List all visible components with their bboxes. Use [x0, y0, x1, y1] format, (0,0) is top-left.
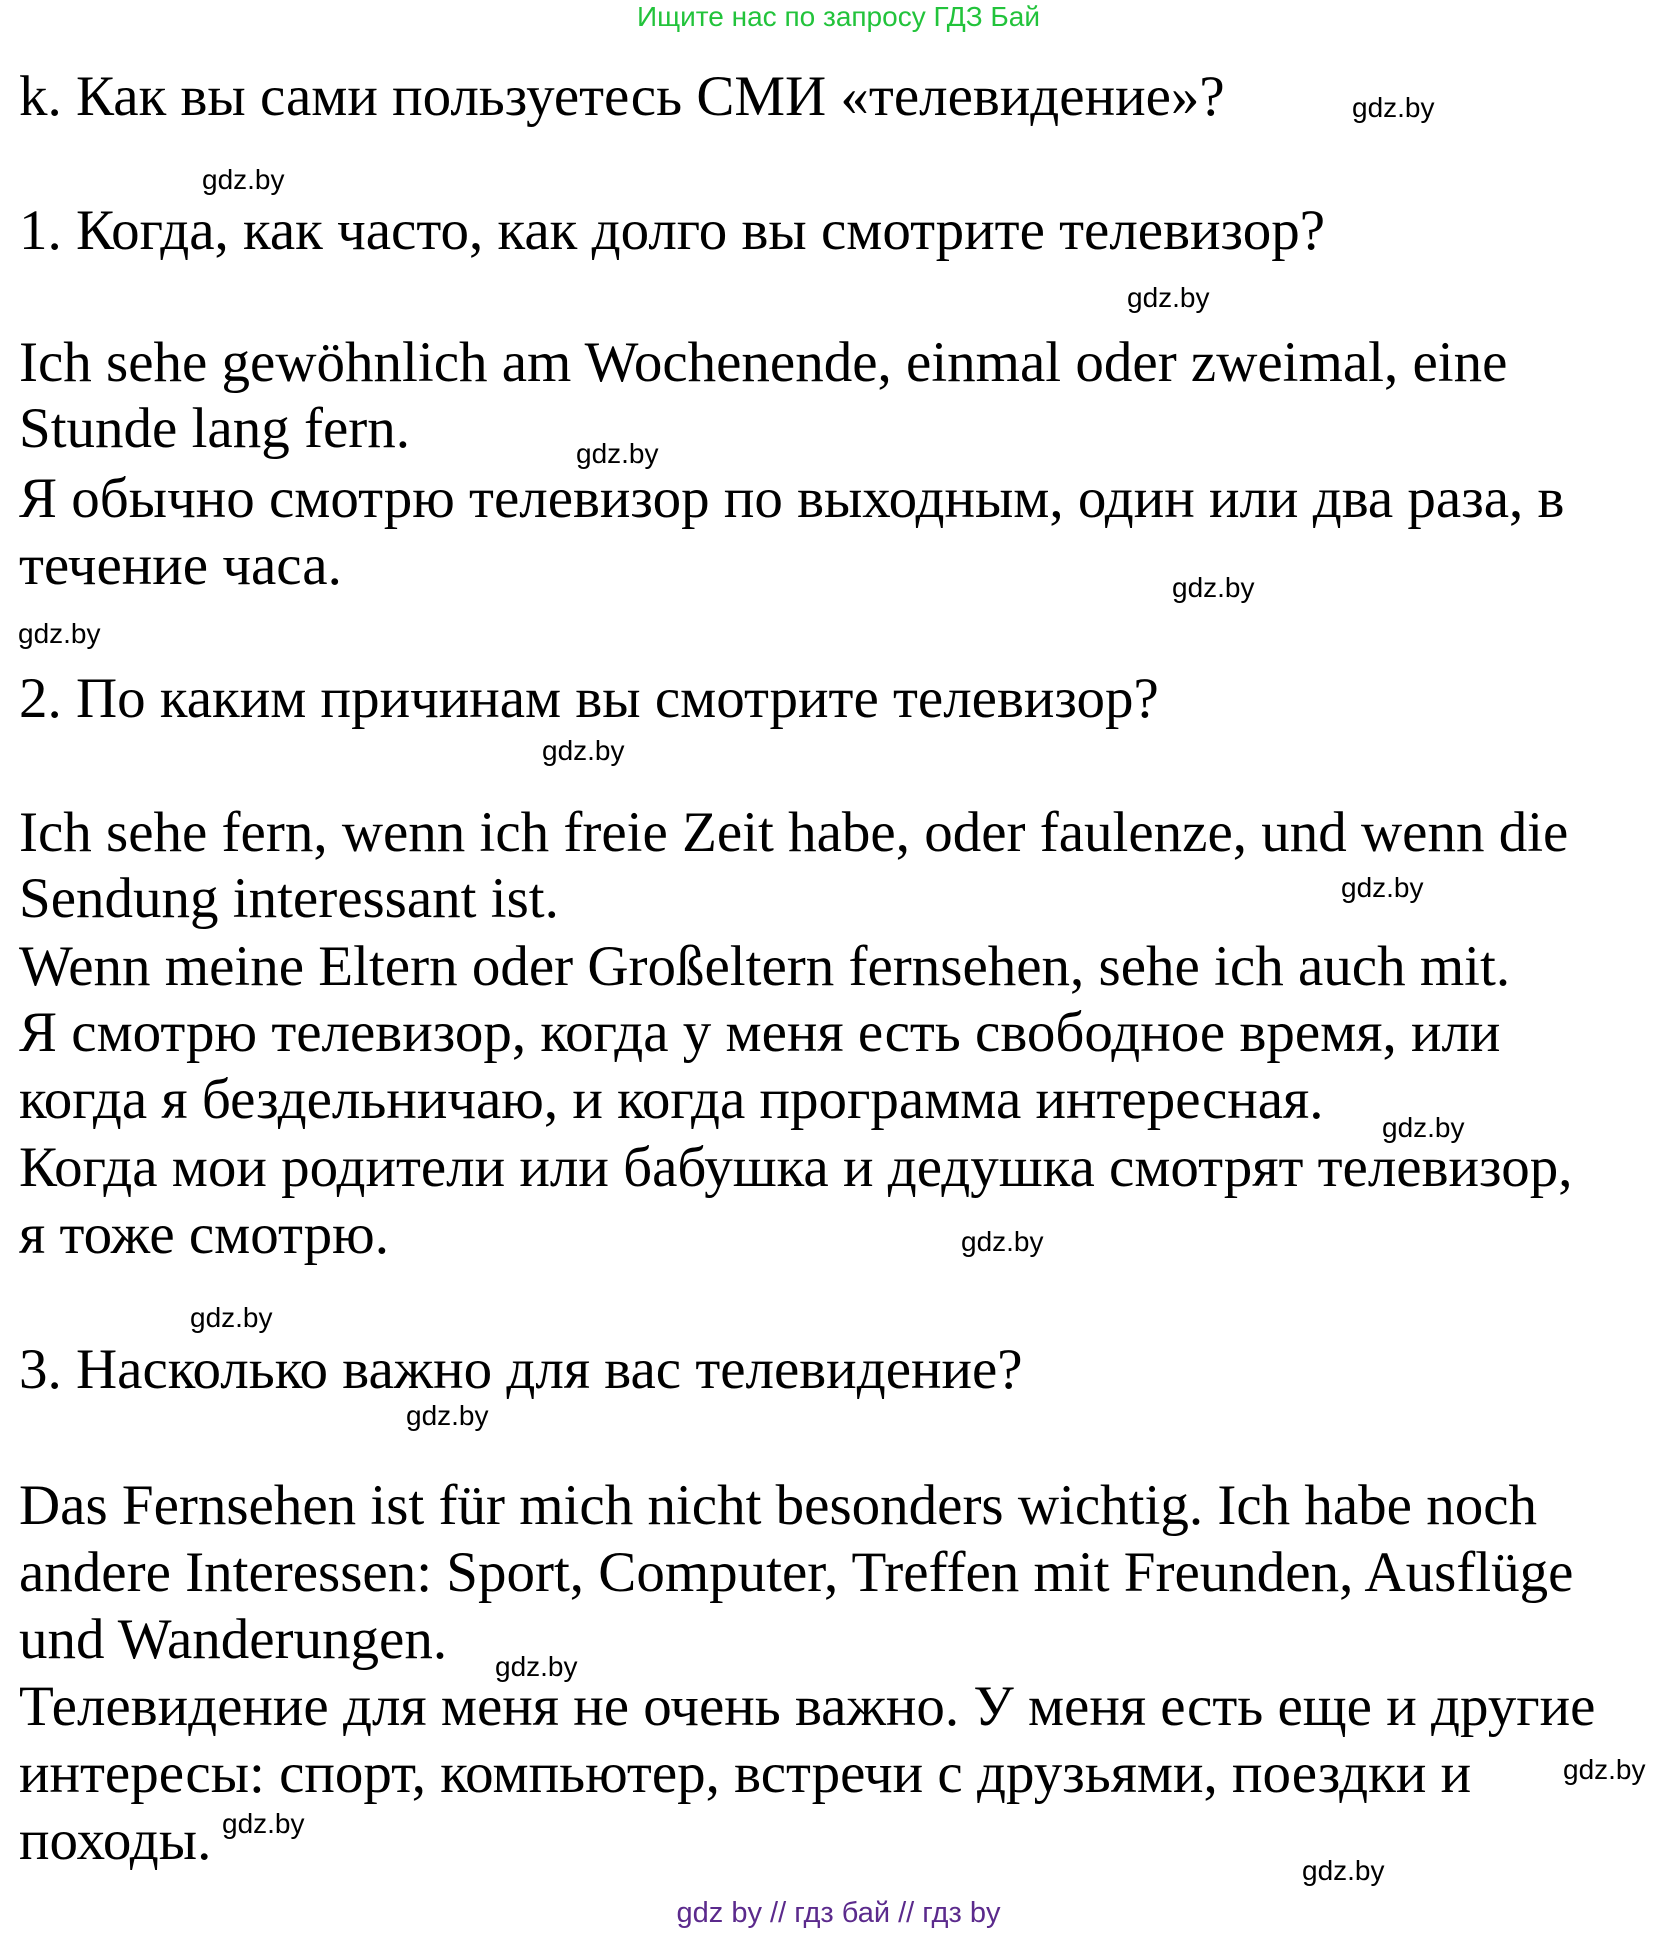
- watermark: gdz.by: [18, 618, 101, 649]
- watermark: gdz.by: [1341, 872, 1424, 903]
- watermark: gdz.by: [1382, 1112, 1465, 1143]
- answer-3-de-line-2: andere Interessen: Sport, Computer, Treffen mit Freunden, Ausflüge: [19, 1541, 1574, 1604]
- answer-1-ru-line-1: Я обычно смотрю телевизор по выходным, один или два раза, в: [19, 467, 1565, 530]
- question-3: 3. Насколько важно для вас телевидение?: [19, 1338, 1023, 1401]
- watermark: gdz.by: [495, 1651, 578, 1682]
- answer-2-ru-line-2: когда я бездельничаю, и когда программа интересная.: [19, 1068, 1324, 1131]
- watermark: gdz.by: [1172, 572, 1255, 603]
- answer-3-ru-line-2: интересы: спорт, компьютер, встречи с друзьями, поездки и: [19, 1742, 1472, 1805]
- watermark: gdz.by: [406, 1400, 489, 1431]
- question-2: 2. По каким причинам вы смотрите телевизор?: [19, 667, 1159, 730]
- watermark: gdz.by: [961, 1226, 1044, 1257]
- answer-1-de-line-2: Stunde lang fern.: [19, 397, 410, 460]
- answer-2-ru-line-3: Когда мои родители или бабушка и дедушка смотрят телевизор,: [19, 1136, 1573, 1199]
- watermark: gdz.by: [1302, 1855, 1385, 1886]
- answer-2-de-line-3: Wenn meine Eltern oder Großeltern fernsehen, sehe ich auch mit.: [19, 935, 1511, 998]
- answer-1-ru-line-2: течение часа.: [19, 534, 342, 597]
- top-banner: Ищите нас по запросу ГДЗ Бай: [636, 1, 1041, 32]
- answer-3-de-line-3: und Wanderungen.: [19, 1608, 448, 1671]
- answer-3-ru-line-3: походы.: [19, 1809, 212, 1872]
- watermark: gdz.by: [202, 164, 285, 195]
- question-1: 1. Когда, как часто, как долго вы смотрите телевизор?: [19, 199, 1325, 262]
- watermark: gdz.by: [576, 438, 659, 469]
- answer-2-de-line-2: Sendung interessant ist.: [19, 867, 559, 930]
- watermark: gdz.by: [1127, 282, 1210, 313]
- watermark: gdz.by: [190, 1302, 273, 1333]
- answer-3-de-line-1: Das Fernsehen ist für mich nicht besonders wichtig. Ich habe noch: [19, 1474, 1538, 1537]
- answer-2-ru-line-1: Я смотрю телевизор, когда у меня есть свободное время, или: [19, 1001, 1501, 1064]
- answer-3-ru-line-1: Телевидение для меня не очень важно. У меня есть еще и другие: [19, 1675, 1596, 1738]
- answer-2-ru-line-4: я тоже смотрю.: [19, 1203, 389, 1266]
- watermark: gdz.by: [1352, 92, 1435, 123]
- answer-2-de-line-1: Ich sehe fern, wenn ich freie Zeit habe, oder faulenze, und wenn die: [19, 801, 1569, 864]
- answer-1-de-line-1: Ich sehe gewöhnlich am Wochenende, einmal oder zweimal, eine: [19, 331, 1508, 394]
- footer-links[interactable]: gdz by // гдз бай // гдз by: [676, 1897, 1001, 1929]
- watermark: gdz.by: [1563, 1754, 1646, 1785]
- watermark: gdz.by: [542, 735, 625, 766]
- task-title: k. Как вы сами пользуетесь СМИ «телевидение»?: [19, 65, 1225, 128]
- watermark: gdz.by: [222, 1808, 305, 1839]
